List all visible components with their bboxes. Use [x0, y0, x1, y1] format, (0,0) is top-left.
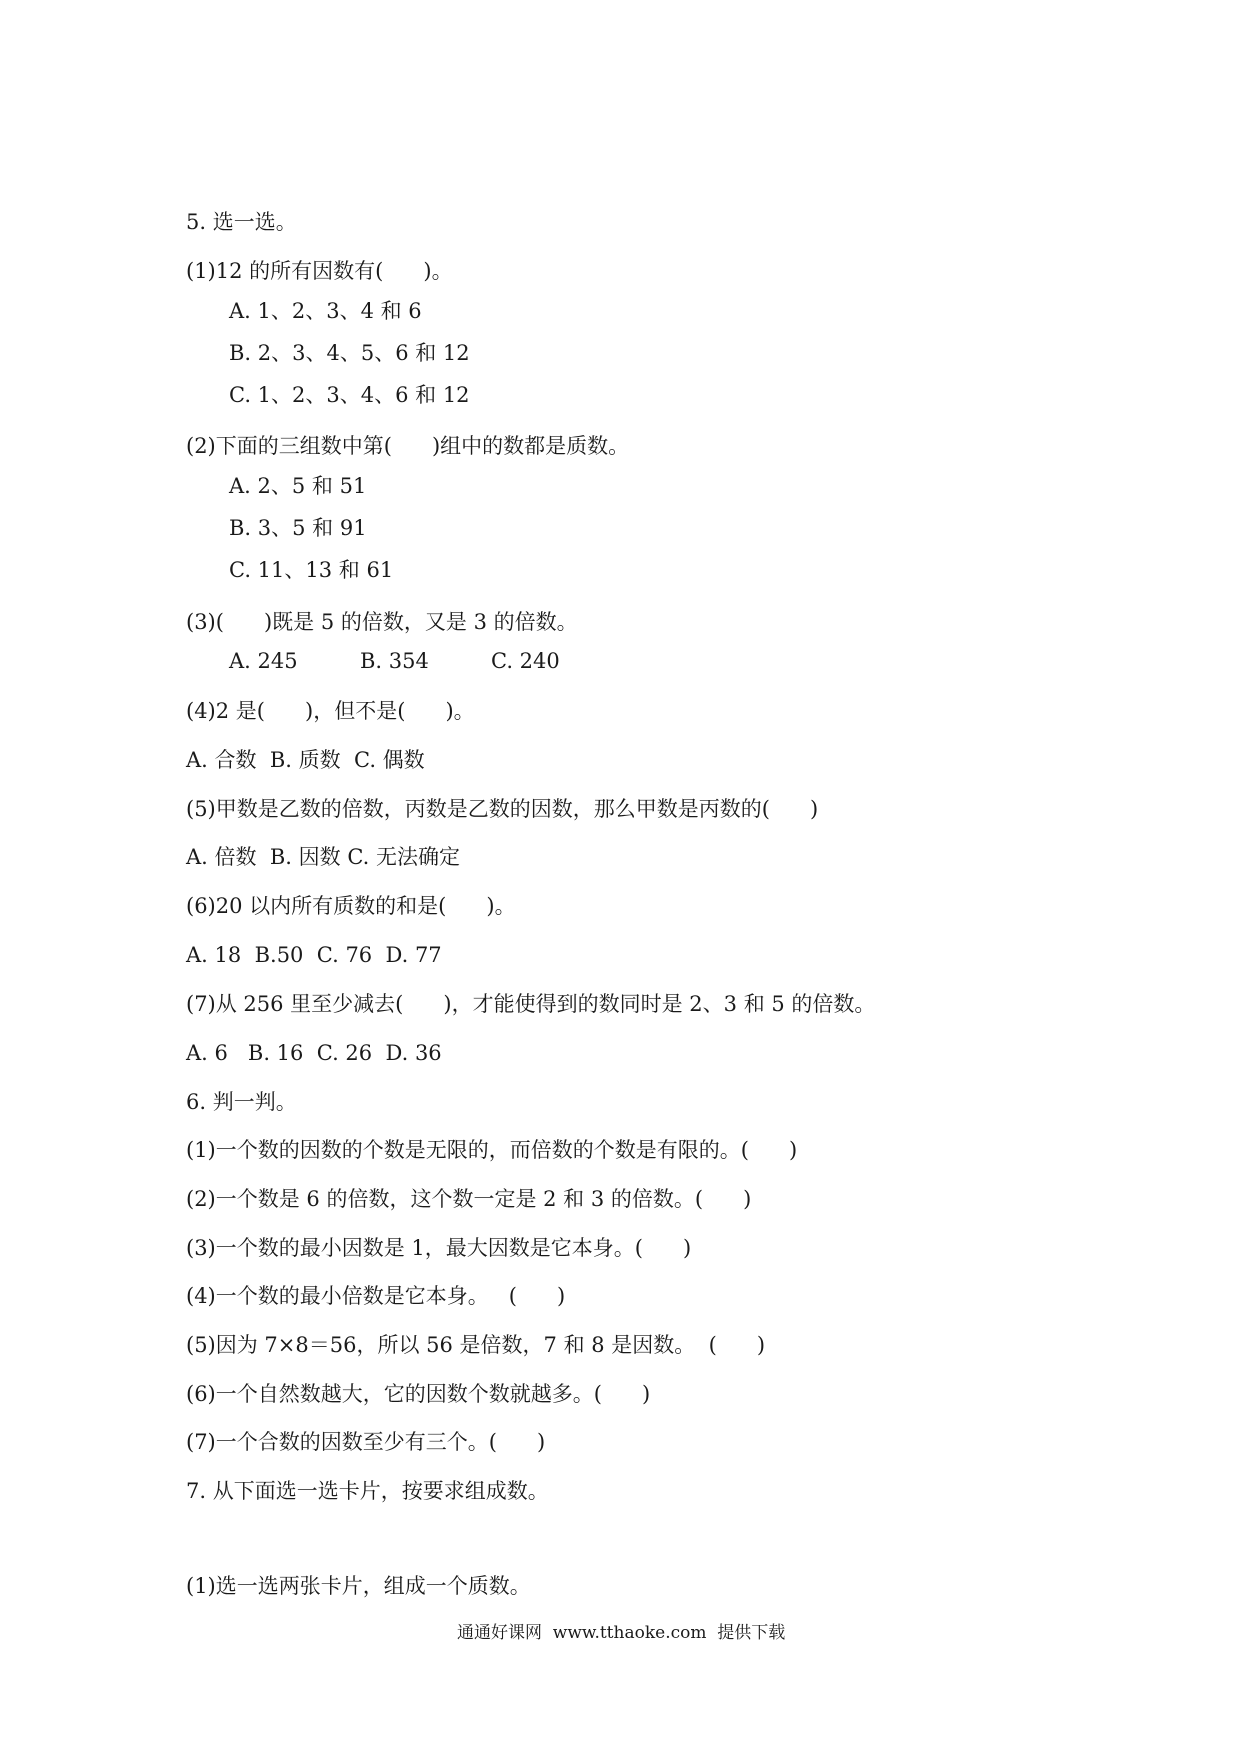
- section-6-title: 6. 判一判。: [186, 1090, 297, 1114]
- question-5-1-option-b: B. 2、3、4、5、6 和 12: [229, 341, 470, 365]
- question-5-1-option-c: C. 1、2、3、4、6 和 12: [229, 383, 470, 407]
- question-5-7-options: A. 6 B. 16 C. 26 D. 36: [186, 1041, 442, 1065]
- question-5-4-stem: (4)2 是( )，但不是( )。: [186, 699, 475, 723]
- question-5-6-options: A. 18 B.50 C. 76 D. 77: [186, 943, 442, 967]
- question-5-5-options: A. 倍数 B. 因数 C. 无法确定: [186, 845, 460, 869]
- question-5-6-stem: (6)20 以内所有质数的和是( )。: [186, 894, 516, 918]
- section-5-title: 5. 选一选。: [186, 210, 297, 234]
- question-5-2-stem: (2)下面的三组数中第( )组中的数都是质数。: [186, 434, 630, 458]
- question-5-2-option-c: C. 11、13 和 61: [229, 558, 394, 582]
- judge-item-6: (6)一个自然数越大，它的因数个数就越多。( ): [186, 1382, 651, 1406]
- section-7-title: 7. 从下面选一选卡片，按要求组成数。: [186, 1479, 549, 1503]
- judge-item-5: (5)因为 7×8＝56，所以 56 是倍数，7 和 8 是因数。 ( ): [186, 1333, 766, 1357]
- question-7-1-stem: (1)选一选两张卡片，组成一个质数。: [186, 1574, 531, 1598]
- judge-item-7: (7)一个合数的因数至少有三个。( ): [186, 1430, 546, 1454]
- question-5-7-stem: (7)从 256 里至少减去( )，才能使得到的数同时是 2、3 和 5 的倍数。: [186, 992, 876, 1016]
- judge-item-2: (2)一个数是 6 的倍数，这个数一定是 2 和 3 的倍数。( ): [186, 1187, 752, 1211]
- question-5-2-option-b: B. 3、5 和 91: [229, 516, 367, 540]
- question-5-3-stem: (3)( )既是 5 的倍数，又是 3 的倍数。: [186, 610, 578, 634]
- question-5-3-option-a: A. 245: [229, 649, 298, 673]
- question-5-3-option-b: B. 354: [360, 649, 429, 673]
- question-5-2-option-a: A. 2、5 和 51: [229, 474, 367, 498]
- question-5-5-stem: (5)甲数是乙数的倍数，丙数是乙数的因数，那么甲数是丙数的( ): [186, 797, 819, 821]
- question-5-1-option-a: A. 1、2、3、4 和 6: [229, 299, 422, 323]
- question-5-1-stem: (1)12 的所有因数有( )。: [186, 259, 453, 283]
- judge-item-3: (3)一个数的最小因数是 1，最大因数是它本身。( ): [186, 1236, 692, 1260]
- judge-item-1: (1)一个数的因数的个数是无限的，而倍数的个数是有限的。( ): [186, 1138, 798, 1162]
- question-5-4-options: A. 合数 B. 质数 C. 偶数: [186, 748, 425, 772]
- page-footer: 通通好课网 www.tthaoke.com 提供下载: [457, 1623, 786, 1643]
- question-5-3-option-c: C. 240: [491, 649, 560, 673]
- judge-item-4: (4)一个数的最小倍数是它本身。 ( ): [186, 1284, 566, 1308]
